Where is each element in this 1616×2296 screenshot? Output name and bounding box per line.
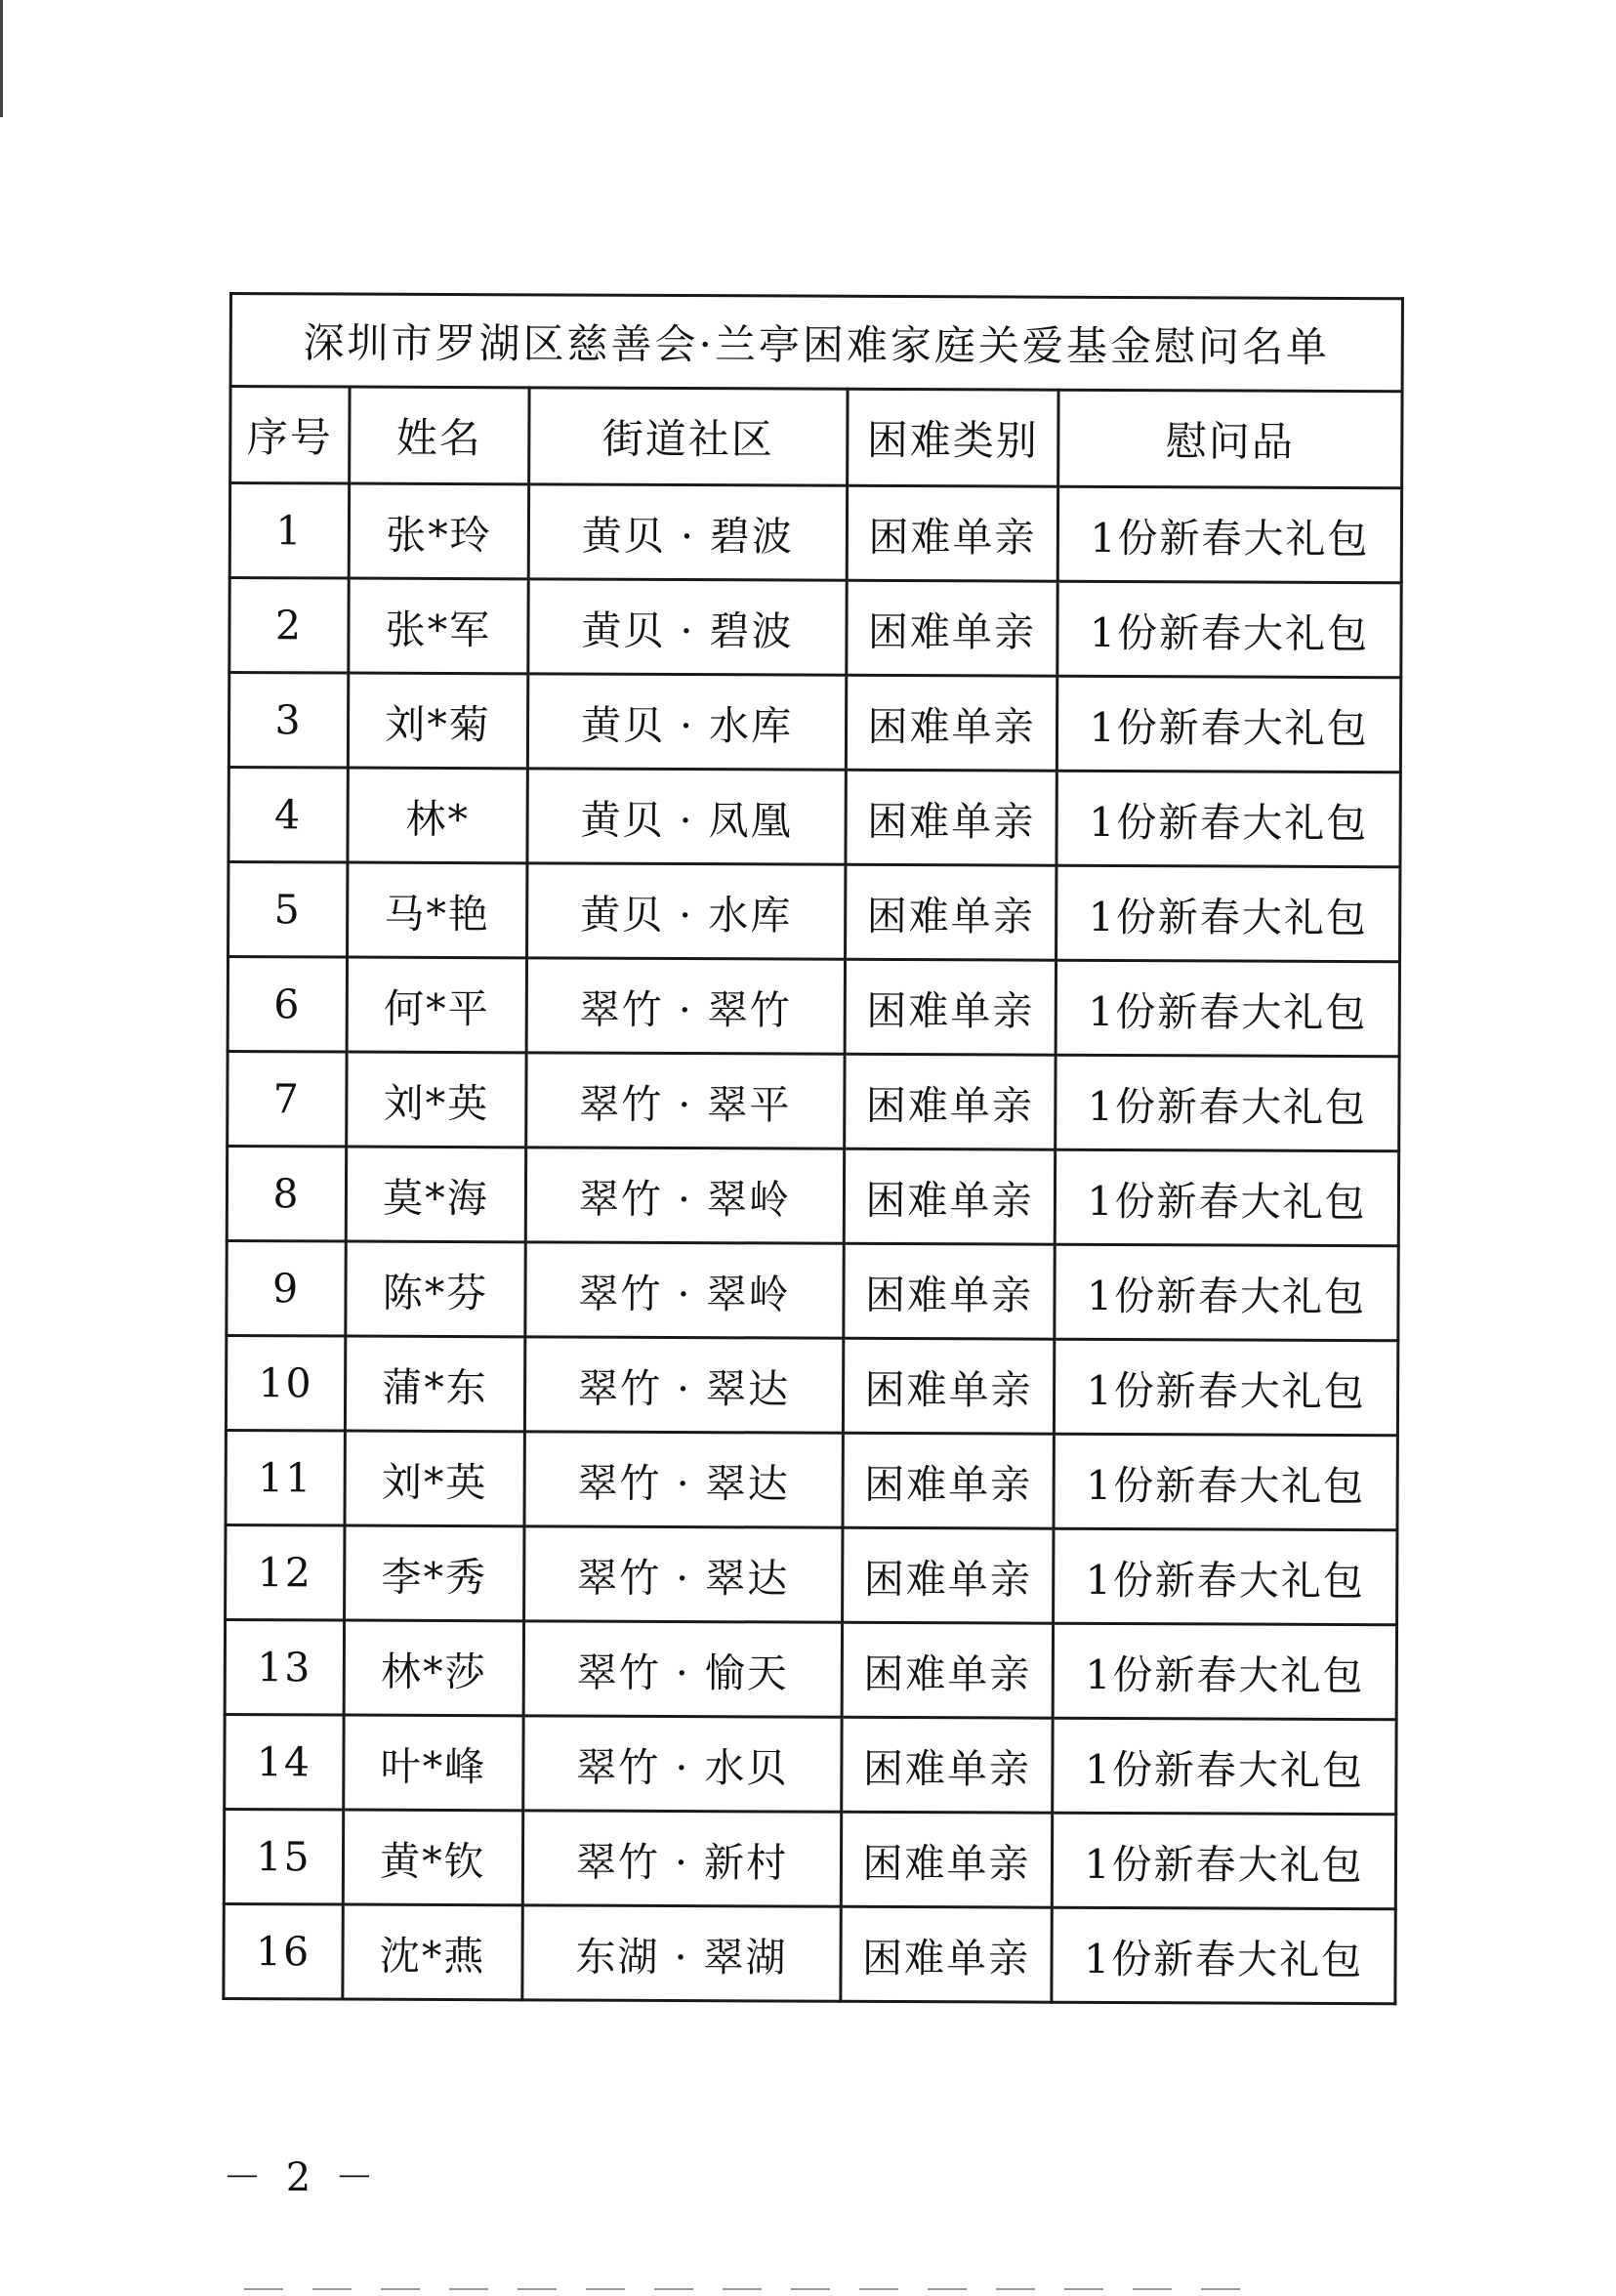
table-row: [228, 862, 1400, 962]
cell-serial-number: 4: [228, 768, 348, 863]
cell-hardship-type: 困难单亲: [843, 1338, 1054, 1434]
cell-hardship-type: 困难单亲: [842, 1717, 1053, 1813]
cell-gift: 1份新春大礼包: [1055, 1149, 1398, 1246]
cell-gift: 1份新春大礼包: [1057, 771, 1400, 867]
cell-serial-number: 10: [226, 1335, 345, 1431]
cell-gift: 1份新春大礼包: [1057, 865, 1400, 962]
cell-gift: 1份新春大礼包: [1052, 1813, 1395, 1909]
cell-gift: 1份新春大礼包: [1052, 1907, 1395, 2004]
cell-hardship-type: 困难单亲: [843, 1527, 1054, 1623]
cell-name: 刘*英: [347, 1052, 526, 1148]
cell-street-community: 黄贝 · 水库: [527, 863, 846, 959]
header-gift: 慰问品: [1058, 390, 1402, 488]
cell-hardship-type: 困难单亲: [841, 1906, 1052, 2002]
cell-hardship-type: 困难单亲: [844, 1243, 1055, 1339]
table-row: [226, 1524, 1397, 1624]
cell-hardship-type: 困难单亲: [845, 959, 1056, 1055]
cell-gift: 1份新春大礼包: [1053, 1623, 1396, 1720]
table-row: [228, 957, 1399, 1057]
cell-hardship-type: 困难单亲: [844, 1148, 1055, 1244]
cell-hardship-type: 困难单亲: [845, 1054, 1056, 1149]
cell-gift: 1份新春大礼包: [1055, 1244, 1398, 1341]
table-title: 深圳市罗湖区慈善会·兰亭困难家庭关爱基金慰问名单: [230, 294, 1402, 392]
table-row: [228, 673, 1400, 772]
cell-name: 黄*钦: [343, 1810, 522, 1905]
cell-hardship-type: 困难单亲: [846, 770, 1057, 865]
header-name: 姓名: [350, 387, 529, 484]
cell-serial-number: 12: [226, 1524, 345, 1620]
cell-gift: 1份新春大礼包: [1054, 1434, 1397, 1530]
header-serial-number: 序号: [230, 387, 350, 484]
cell-name: 莫*海: [346, 1147, 525, 1242]
cell-name: 刘*菊: [348, 673, 527, 769]
cell-gift: 1份新春大礼包: [1057, 486, 1401, 583]
cell-street-community: 东湖 · 翠湖: [522, 1905, 841, 2001]
cell-name: 何*平: [347, 957, 526, 1053]
cell-name: 陈*芬: [346, 1241, 525, 1337]
table-row: [228, 768, 1400, 867]
table-row: [225, 1714, 1396, 1814]
cell-serial-number: 9: [227, 1240, 346, 1336]
table-row: [226, 1335, 1397, 1435]
cell-street-community: 黄贝 · 碧波: [528, 579, 847, 675]
cell-gift: 1份新春大礼包: [1056, 1055, 1399, 1151]
cell-name: 叶*峰: [344, 1715, 523, 1811]
cell-serial-number: 13: [225, 1619, 344, 1715]
cell-street-community: 黄贝 · 凤凰: [527, 769, 846, 864]
cell-gift: 1份新春大礼包: [1056, 960, 1399, 1057]
cell-hardship-type: 困难单亲: [841, 1812, 1052, 1907]
cell-street-community: 翠竹 · 愉天: [523, 1621, 842, 1717]
table-row: [229, 578, 1401, 678]
table-row: [224, 1903, 1395, 2003]
cell-street-community: 翠竹 · 翠岭: [525, 1148, 844, 1243]
table-row: [228, 1051, 1399, 1150]
cell-hardship-type: 困难单亲: [843, 1433, 1054, 1528]
header-hardship-type: 困难类别: [848, 389, 1058, 486]
cell-serial-number: 1: [229, 483, 349, 579]
cell-name: 张*玲: [349, 483, 528, 579]
cell-hardship-type: 困难单亲: [847, 485, 1057, 581]
cell-serial-number: 7: [228, 1051, 347, 1147]
cell-name: 林*: [348, 768, 527, 863]
cell-serial-number: 6: [228, 957, 347, 1053]
cell-gift: 1份新春大礼包: [1053, 1718, 1396, 1815]
cell-serial-number: 3: [228, 673, 348, 769]
cell-street-community: 翠竹 · 翠竹: [526, 958, 845, 1054]
cell-gift: 1份新春大礼包: [1054, 1339, 1397, 1436]
cell-serial-number: 5: [228, 862, 348, 958]
table-row: [227, 1146, 1398, 1245]
cell-hardship-type: 困难单亲: [847, 580, 1057, 676]
cell-serial-number: 2: [229, 578, 349, 674]
cell-street-community: 翠竹 · 新村: [522, 1811, 841, 1906]
cell-street-community: 黄贝 · 碧波: [528, 484, 847, 580]
table-header-row: [230, 387, 1402, 488]
table-row: [224, 1809, 1395, 1908]
cell-street-community: 翠竹 · 翠达: [524, 1432, 843, 1527]
cell-hardship-type: 困难单亲: [842, 1622, 1053, 1718]
table-row: [226, 1430, 1397, 1529]
cell-name: 沈*燕: [343, 1904, 522, 2000]
cell-serial-number: 16: [224, 1903, 343, 1999]
scan-edge-mark: [0, 0, 3, 117]
cell-serial-number: 14: [225, 1714, 344, 1810]
cell-serial-number: 11: [226, 1430, 345, 1525]
table-row: [225, 1619, 1396, 1719]
table-row: [229, 483, 1401, 583]
cell-gift: 1份新春大礼包: [1057, 676, 1400, 772]
cell-hardship-type: 困难单亲: [846, 675, 1057, 771]
cell-street-community: 翠竹 · 水贝: [523, 1716, 842, 1812]
scan-edge-mark-bottom: [244, 2288, 1269, 2290]
cell-street-community: 黄贝 · 水库: [527, 674, 846, 770]
cell-name: 马*艳: [348, 862, 527, 958]
table-row: [227, 1240, 1398, 1340]
cell-street-community: 翠竹 · 翠达: [524, 1337, 843, 1433]
table-title-row: [230, 294, 1402, 392]
header-street-community: 街道社区: [529, 388, 848, 485]
cell-serial-number: 15: [224, 1809, 343, 1904]
cell-name: 蒲*东: [345, 1336, 524, 1432]
cell-street-community: 翠竹 · 翠达: [524, 1526, 843, 1622]
cell-hardship-type: 困难单亲: [846, 864, 1057, 960]
cell-gift: 1份新春大礼包: [1057, 581, 1401, 678]
cell-name: 张*军: [349, 578, 528, 674]
cell-street-community: 翠竹 · 翠岭: [525, 1242, 844, 1338]
condolence-roster-table: [222, 292, 1404, 2005]
cell-street-community: 翠竹 · 翠平: [526, 1053, 845, 1148]
cell-name: 李*秀: [345, 1525, 524, 1621]
cell-gift: 1份新春大礼包: [1054, 1528, 1397, 1625]
cell-name: 林*莎: [344, 1620, 523, 1716]
cell-serial-number: 8: [227, 1146, 346, 1241]
cell-name: 刘*英: [345, 1431, 524, 1526]
page-number: － 2 －: [223, 2155, 380, 2200]
